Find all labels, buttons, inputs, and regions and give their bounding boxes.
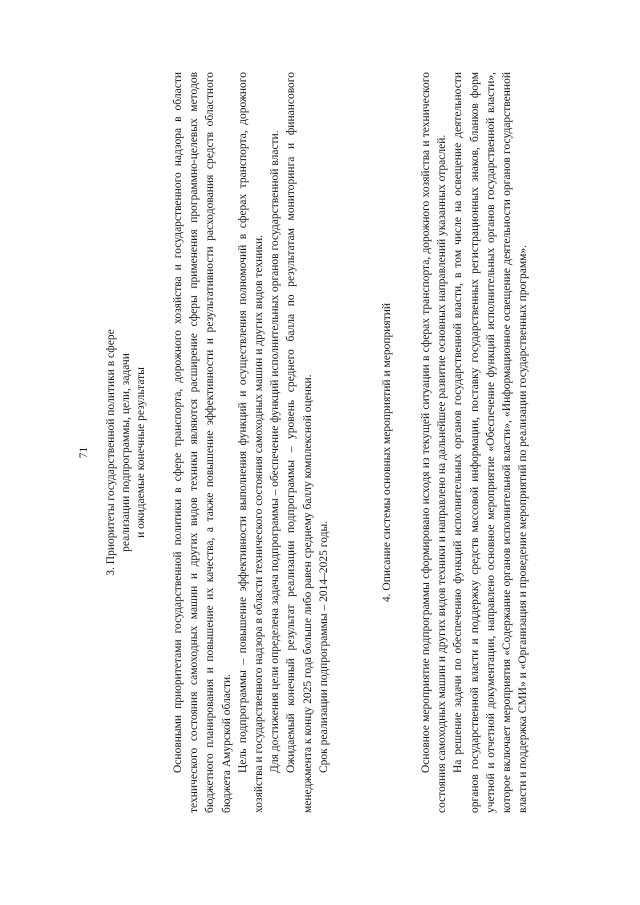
- task-solution-paragraph: На решение задачи по обеспечению функций исполнительных органов государственной власти, в том числе на освещение деятельности органов государственной власти и поддержку средств массовой информации, поставку государственных регистрационных знаков, бланков форм учетной и отчетной документации, направлено основное мероприятие «Обеспечение функций исполнительных органов государственной власти», которое включает мероприятия «Содержание органов исполнительной власти», «Информационное освещение деятельности органов государственной власти и поддержка СМИ» и «Организация и проведение мероприятий по реализации государственных программ».: [452, 72, 530, 813]
- section-3-heading-line: 3. Приоритеты государственной политики в сфере: [105, 329, 117, 576]
- goal-paragraph: Цель подпрограммы – повышение эффективности выполнения функций и осуществления полномочий в сферах транспорта, дорожного хозяйства и государственного надзора в области технического состояния самоходных машин и других видов техники.: [236, 72, 266, 813]
- section-4-body: [418, 72, 531, 813]
- priorities-paragraph: Основными приоритетами государственной политики в сфере транспорта, дорожного хозяйства и государственного надзора в области технического состояния самоходных машин и других видов техники являются расширение сферы применения программно-целевых методов бюджетного планирования и повышение их качества, а также повышение эффективности и результативности расходования средств областного бюджета Амурской области.: [172, 72, 233, 813]
- expected-result-paragraph: Ожидаемый конечный результат реализации подпрограммы – уровень среднего балла по результатам мониторинга и финансового менеджмента к концу 2025 года больше либо равен среднему баллу комплексной оценки.: [285, 72, 314, 813]
- section-3-heading: [104, 0, 149, 905]
- term-paragraph: Срок реализации подпрограммы – 2014–2025 годы.: [317, 520, 330, 773]
- section-3-heading-line: и ожидаемые конечные результаты: [135, 367, 147, 538]
- task-paragraph: Для достижения цели определена задача подпрограммы – обеспечение функций исполнительных органов государственной власти.: [269, 130, 282, 773]
- section-4-heading: [380, 0, 395, 905]
- section-4-heading-line: 4. Описание системы основных мероприятий и мероприятий: [381, 302, 393, 603]
- section-3-body: [170, 72, 332, 813]
- section-3-heading-line: реализации подпрограммы, цели, задачи: [120, 353, 132, 552]
- main-activity-paragraph: Основное мероприятие подпрограммы сформировано исходя из текущей ситуации в сферах транспорта, дорожного хозяйства и технического состояния самоходных машин и других видов техники и направлено на дальнейшее развитие основных направлений указанных отраслей.: [420, 72, 449, 813]
- page-number: 71: [78, 446, 90, 459]
